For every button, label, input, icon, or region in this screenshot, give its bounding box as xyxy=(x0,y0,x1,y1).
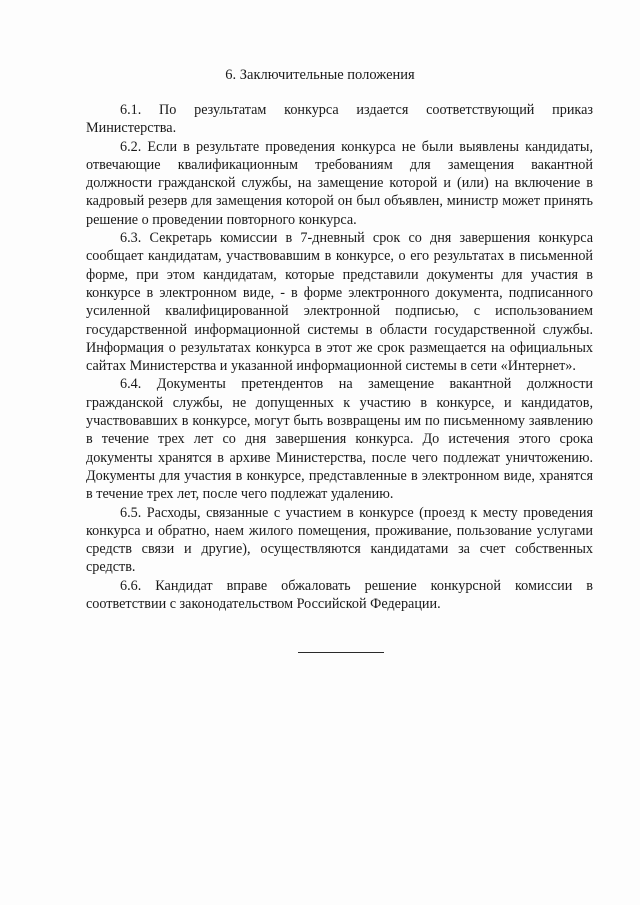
paragraph-6-1: 6.1. По результатам конкурса издается соответствующий приказ Министерства. xyxy=(86,102,593,137)
section-heading: 6. Заключительные положения xyxy=(225,67,415,83)
paragraph-6-2: 6.2. Если в результате проведения конкурса не были выявлены кандидаты, отвечающие квалификационным требованиям для замещения вакантной должности гражданской службы, на замещение которой и (или) на включение в кадровый резерв для замещения которой он был объявлен, министр может принять решение о проведении повторного конкурса. xyxy=(86,138,593,228)
paragraph-6-3: 6.3. Секретарь комиссии в 7-дневный срок со дня завершения конкурса сообщает кандидатам, участвовавшим в конкурсе, о его результатах в письменной форме, при этом кандидатам, которые представили документы для участия в конкурсе в электронном виде, - в форме электронного документа, подписанного усиленной квалифицированной электронной подписью, с использованием государственной информационной системы в области государственной службы. Информация о результатах конкурса в этот же срок размещается на официальных сайтах Министерства и указанной информационной системы в сети «Интернет». xyxy=(86,230,593,375)
end-divider-line xyxy=(298,652,384,653)
section-body xyxy=(86,101,593,613)
paragraph-6-5: 6.5. Расходы, связанные с участием в конкурсе (проезд к месту проведения конкурса и обратно, наем жилого помещения, проживание, пользование услугами средств связи и другие), осуществляются кандидатами за счет собственных средств. xyxy=(86,504,593,576)
paragraph-6-6: 6.6. Кандидат вправе обжаловать решение конкурсной комиссии в соответствии с законодательством Российской Федерации. xyxy=(86,577,593,613)
paragraph-6-4: 6.4. Документы претендентов на замещение вакантной должности гражданской службы, не допущенных к участию в конкурсе, и кандидатов, участвовавших в конкурсе, могут быть возвращены им по письменному заявлению в течение трех лет со дня завершения конкурса. До истечения этого срока документы хранятся в архиве Министерства, после чего подлежат уничтожению. Документы для участия в конкурсе, представленные в электронном виде, хранятся в течение трех лет, после чего подлежат удалению. xyxy=(86,376,593,503)
